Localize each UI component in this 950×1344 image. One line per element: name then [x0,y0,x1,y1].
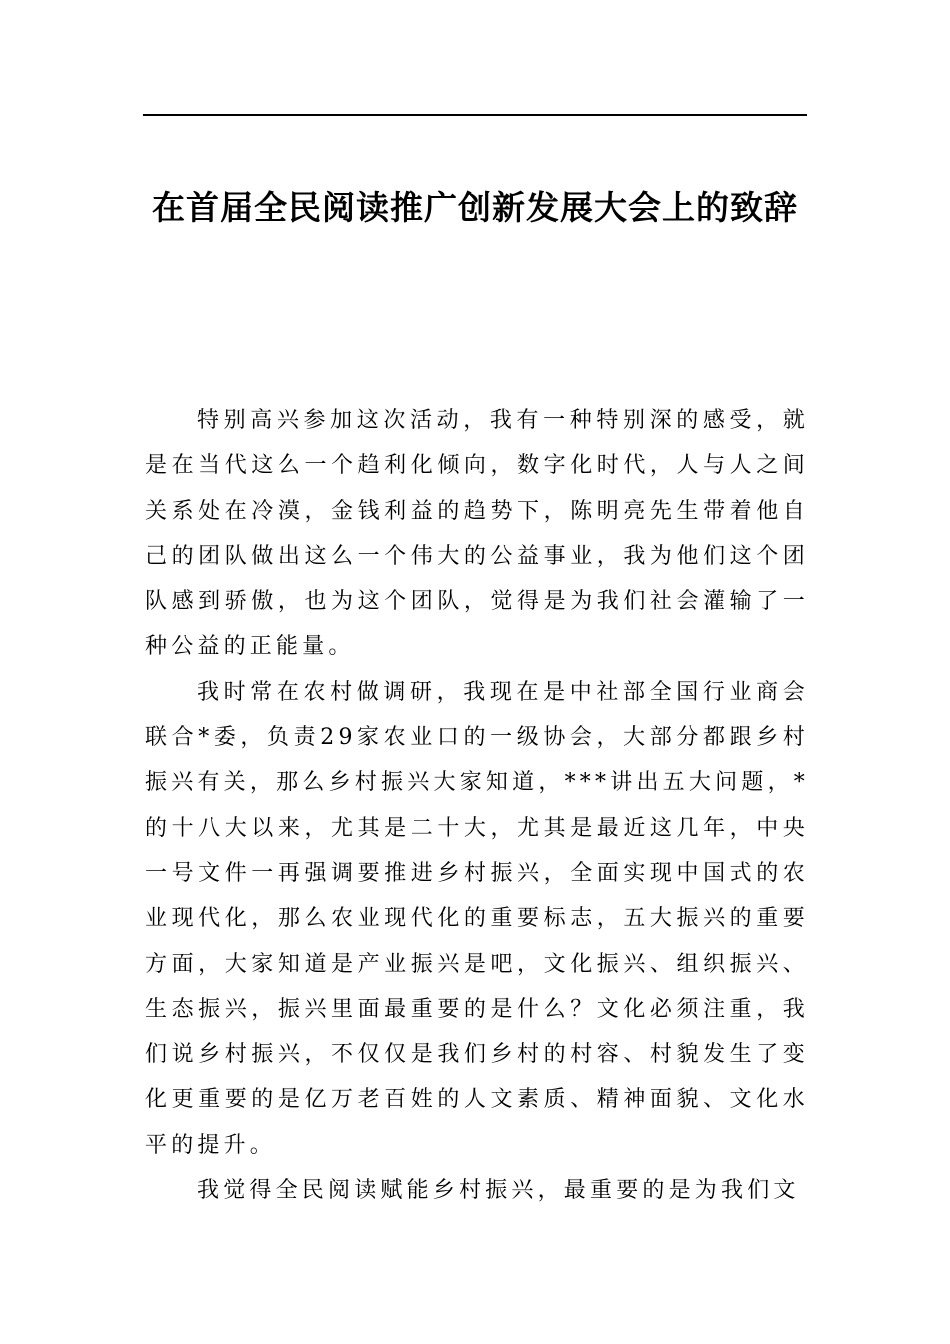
paragraph-3: 我觉得全民阅读赋能乡村振兴，最重要的是为我们文 [197,1178,800,1204]
paragraph-2: 我时常在农村做调研，我现在是中社部全国行业商会联合*委，负责29家农业口的一级协会，大部分都跟乡村振兴有关，那么乡村振兴大家知道，***讲出五大问题，*的十八大以来，尤其是二十大，尤其是最近这几年，中央一号文件一再强调要推进乡村振兴，全面实现中国式的农业现代化，那么农业现代化的重要标志，五大振兴的重要方面，大家知道是产业振兴是吧，文化振兴、组织振兴、生态振兴，振兴里面最重要的是什么？文化必须注重，我们说乡村振兴，不仅仅是我们乡村的村容、村貌发生了变化更重要的是亿万老百姓的人文素质、精神面貌、文化水平的提升。 [145,679,809,1158]
header-rule [143,114,807,116]
paragraph-1: 特别高兴参加这次活动，我有一种特别深的感受，就是在当代这么一个趋利化倾向，数字化时代，人与人之间关系处在冷漠，金钱利益的趋势下，陈明亮先生带着他自己的团队做出这么一个伟大的公益事业，我为他们这个团队感到骄傲，也为这个团队，觉得是为我们社会灌输了一种公益的正能量。 [145,408,809,660]
document-body [145,398,809,1213]
document-title: 在首届全民阅读推广创新发展大会上的致辞 [152,188,798,227]
